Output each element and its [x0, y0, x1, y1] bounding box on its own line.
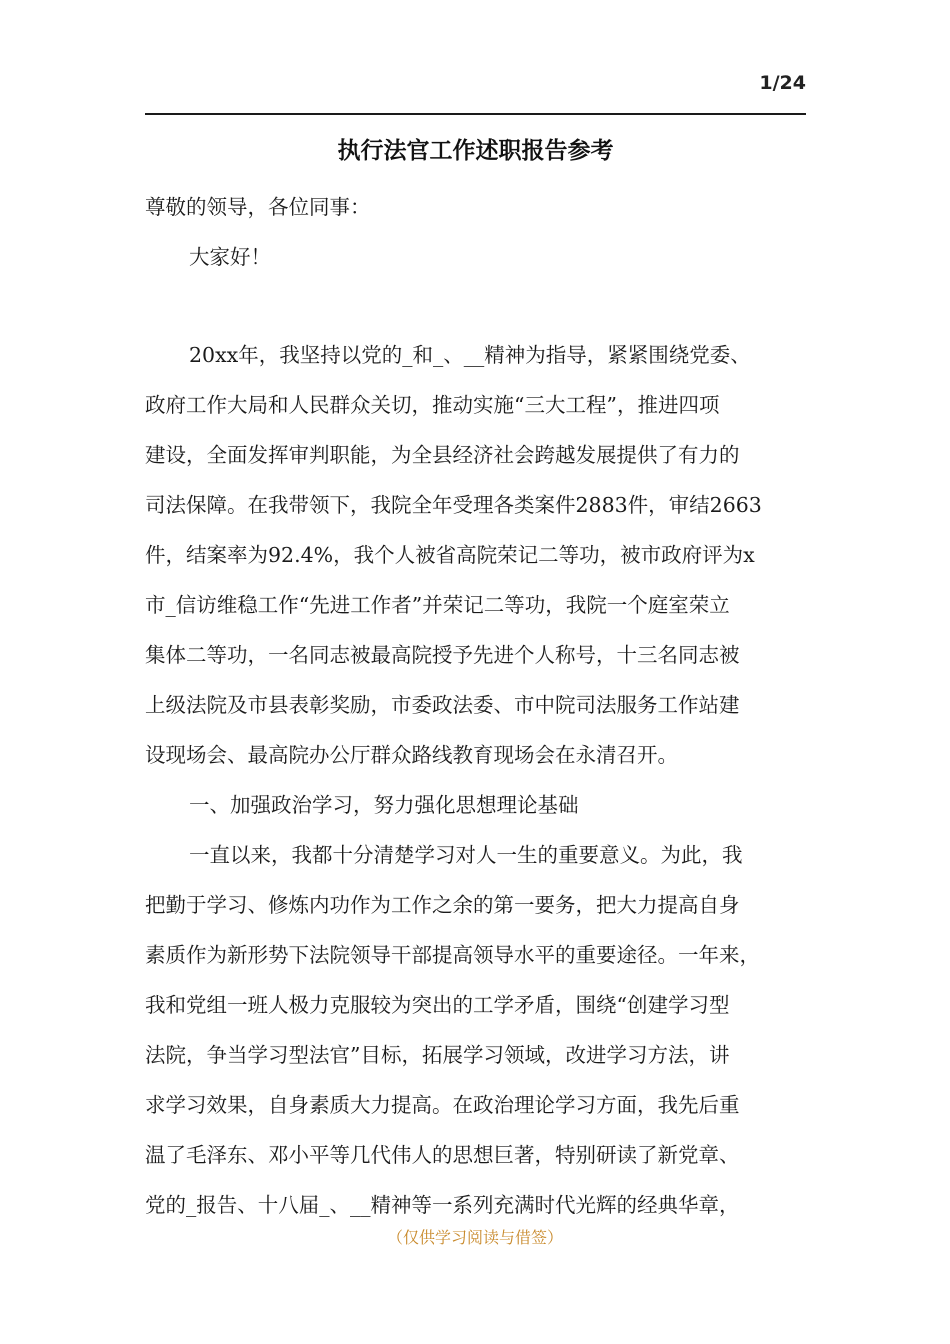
text-line: 设现场会、最高院办公厅群众路线教育现场会在永清召开。 — [145, 743, 678, 767]
section-heading-1: 一、加强政治学习，努力强化思想理论基础 — [189, 793, 579, 817]
document-title: 执行法官工作述职报告参考 — [337, 137, 614, 164]
text-line: 件，结案率为92.4%，我个人被省高院荣记二等功，被市政府评为x — [145, 543, 755, 567]
page-number: 1/24 — [759, 72, 806, 94]
text-line: 把勤于学习、修炼内功作为工作之余的第一要务，把大力提高自身 — [145, 893, 740, 917]
text-line: 政府工作大局和人民群众关切，推动实施“三大工程”，推进四项 — [145, 393, 720, 417]
paragraph-gap — [145, 282, 815, 330]
text-line: 一直以来，我都十分清楚学习对人一生的重要意义。为此，我 — [189, 843, 743, 867]
text-line: 建设，全面发挥审判职能，为全县经济社会跨越发展提供了有力的 — [145, 443, 740, 467]
text-line: 市_信访维稳工作“先进工作者”并荣记二等功，我院一个庭室荣立 — [145, 593, 730, 617]
text-line: 司法保障。在我带领下，我院全年受理各类案件2883件，审结2663 — [145, 493, 762, 517]
text-line: 集体二等功，一名同志被最高院授予先进个人称号，十三名同志被 — [145, 643, 740, 667]
text-line: 素质作为新形势下法院领导干部提高领导水平的重要途径。一年来， — [145, 943, 760, 967]
text-line: 法院，争当学习型法官”目标，拓展学习领域，改进学习方法，讲 — [145, 1043, 730, 1067]
text-line: 我和党组一班人极力克服较为突出的工学矛盾，围绕“创建学习型 — [145, 993, 730, 1017]
greeting: 大家好！ — [189, 245, 271, 269]
footer-note: （仅供学习阅读与借签） — [386, 1228, 563, 1247]
paragraph-1 — [145, 330, 815, 780]
text-line: 温了毛泽东、邓小平等几代伟人的思想巨著，特别研读了新党章、 — [145, 1143, 740, 1167]
text-line: 求学习效果，自身素质大力提高。在政治理论学习方面，我先后重 — [145, 1093, 740, 1117]
text-line: 上级法院及市县表彰奖励，市委政法委、市中院司法服务工作站建 — [145, 693, 740, 717]
text-line: 20xx年，我坚持以党的_和_、__精神为指导，紧紧围绕党委、 — [189, 343, 751, 367]
document-body — [145, 182, 815, 1230]
header-rule — [145, 113, 806, 115]
salutation: 尊敬的领导，各位同事： — [145, 195, 371, 219]
paragraph-2 — [145, 830, 815, 1230]
text-line: 党的_报告、十八届_、__精神等一系列充满时代光辉的经典华章， — [145, 1193, 740, 1217]
